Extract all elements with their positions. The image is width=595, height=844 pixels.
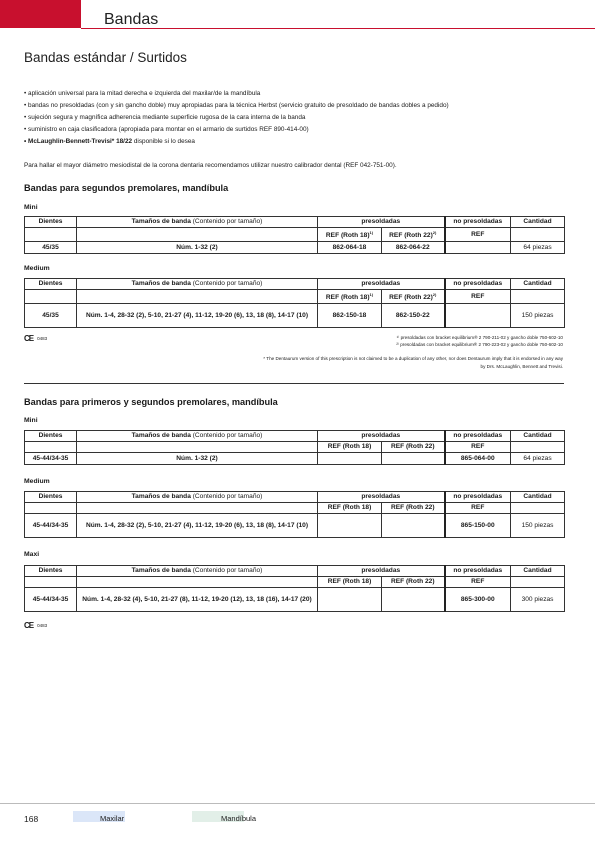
footer-rule	[0, 803, 595, 804]
col-ref: REF	[445, 577, 511, 588]
col-ref-roth22: REF (Roth 22)	[382, 442, 445, 453]
mbt-disclaimer: * The Dentaurum version of this prescription is not claimed to be a duplication of any other, nor does Dentaurum imply that it is endorsed in any way by Drs. McLaughlin, Bennett and Trevisi.	[263, 356, 563, 369]
empty-cell	[25, 290, 77, 304]
section-divider	[24, 383, 564, 384]
feature-item-mbt	[24, 136, 569, 148]
col-ref-roth22: REF (Roth 22)$^{2)}$	[382, 290, 445, 304]
cell-tamanos: Núm. 1-4, 28-32 (2), 5-10, 21-27 (4), 11-12, 19-20 (6), 13, 18 (8), 14-17 (10)	[77, 514, 318, 538]
col-tamanos	[77, 217, 318, 228]
col-ref-roth18: REF (Roth 18)$^{1)}$	[318, 290, 382, 304]
col-ref: REF	[445, 503, 511, 514]
empty-cell	[77, 503, 318, 514]
empty-cell	[77, 290, 318, 304]
feature-item: • aplicación universal para la mitad derecha e izquierda del maxilar/de la mandíbula	[24, 88, 569, 100]
cell-ref: 865-300-00	[445, 588, 511, 612]
col-no-presoldadas: no presoldadas	[445, 217, 511, 228]
col-contenido-label: (Contenido por tamaño)	[192, 218, 263, 225]
col-dientes: Dientes	[25, 431, 77, 442]
mbt-label: McLaughlin-Bennett-Trevisi* 18/22	[28, 138, 133, 145]
col-ref-roth18: REF (Roth 18)	[318, 503, 382, 514]
table-s1-mini	[24, 216, 565, 254]
size-label-mini: Mini	[24, 204, 38, 211]
empty-cell	[25, 503, 77, 514]
cell-roth22	[382, 588, 445, 612]
empty-cell	[511, 503, 565, 514]
cell-dientes: 45/35	[25, 304, 77, 328]
cell-tamanos: Núm. 1-32 (2)	[77, 242, 318, 254]
cell-dientes: 45-44/34-35	[25, 514, 77, 538]
col-dientes: Dientes	[25, 566, 77, 577]
cell-cantidad: 150 piezas	[511, 514, 565, 538]
table-row	[25, 304, 565, 328]
cell-dientes: 45-44/34-35	[25, 588, 77, 612]
col-ref-roth18: REF (Roth 18)	[318, 577, 382, 588]
col-presoldadas: presoldadas	[318, 492, 445, 503]
cell-roth18	[318, 588, 382, 612]
col-no-presoldadas: no presoldadas	[445, 279, 511, 290]
feature-list	[24, 88, 569, 148]
empty-cell	[511, 577, 565, 588]
calibrator-note: Para hallar el mayor diámetro mesiodistal de la corona dentaria recomendamos utilizar nuestro calibrador dental (REF 042-751-00).	[24, 162, 397, 169]
col-presoldadas: presoldadas	[318, 217, 445, 228]
page-number: 168	[24, 814, 39, 824]
cell-roth18: 862-064-18	[318, 242, 382, 254]
col-tamanos-label: Tamaños de banda	[131, 218, 191, 225]
col-ref-roth18: REF (Roth 18)	[318, 442, 382, 453]
col-presoldadas: presoldadas	[318, 431, 445, 442]
section-title-second-premolars: Bandas para segundos premolares, mandíbula	[24, 183, 229, 193]
cell-roth18	[318, 514, 382, 538]
footnote-1: ¹⁾ presoldadas con bracket equilibrium® 2 790-211-02 y gancho doble 750-602-10	[396, 335, 563, 340]
col-tamanos: Tamaños de banda (Contenido por tamaño)	[77, 279, 318, 290]
col-dientes: Dientes	[25, 217, 77, 228]
cell-ref: 865-064-00	[445, 453, 511, 465]
cell-tamanos: Núm. 1-4, 28-32 (2), 5-10, 21-27 (4), 11-12, 19-20 (6), 13, 18 (8), 14-17 (10)	[77, 304, 318, 328]
table-s2-maxi	[24, 565, 565, 612]
empty-cell	[25, 228, 77, 242]
empty-cell	[25, 442, 77, 453]
table-row	[25, 588, 565, 612]
cell-roth18	[318, 453, 382, 465]
col-ref: REF	[445, 442, 511, 453]
table-s1-medium	[24, 278, 565, 328]
size-label-maxi: Maxi	[24, 551, 40, 558]
col-ref-roth18: REF (Roth 18)$^{1)}$	[318, 228, 382, 242]
legend-label-maxilar: Maxilar	[100, 814, 125, 823]
cell-cantidad: 300 piezas	[511, 588, 565, 612]
empty-cell	[77, 577, 318, 588]
size-label-medium: Medium	[24, 265, 50, 272]
empty-cell	[25, 577, 77, 588]
col-ref-roth22: REF (Roth 22)	[382, 577, 445, 588]
cell-cantidad: 150 piezas	[511, 304, 565, 328]
col-cantidad: Cantidad	[511, 566, 565, 577]
col-tamanos: Tamaños de banda (Contenido por tamaño)	[77, 431, 318, 442]
cell-dientes: 45/35	[25, 242, 77, 254]
size-label-medium: Medium	[24, 478, 50, 485]
table-s2-mini	[24, 430, 565, 465]
feature-item: • suministro en caja clasificadora (apropiada para montar en el armario de surtidos REF 890-414-00)	[24, 124, 569, 136]
cell-ref	[445, 304, 511, 328]
col-cantidad: Cantidad	[511, 279, 565, 290]
col-no-presoldadas: no presoldadas	[445, 566, 511, 577]
cell-ref: 865-150-00	[445, 514, 511, 538]
section-subtitle: Bandas estándar / Surtidos	[24, 50, 187, 65]
col-presoldadas: presoldadas	[318, 566, 445, 577]
col-ref-roth22: REF (Roth 22)	[382, 503, 445, 514]
table-row	[25, 514, 565, 538]
cell-ref	[445, 242, 511, 254]
col-presoldadas: presoldadas	[318, 279, 445, 290]
section-title-first-second-premolars: Bandas para primeros y segundos premolares, mandíbula	[24, 397, 278, 407]
col-cantidad: Cantidad	[511, 217, 565, 228]
feature-item: • sujeción segura y magnífica adherencia mediante superficie rugosa de la cara interna de la banda	[24, 112, 569, 124]
col-cantidad: Cantidad	[511, 431, 565, 442]
col-ref: REF	[445, 290, 511, 304]
col-ref-roth22: REF (Roth 22)$^{2)}$	[382, 228, 445, 242]
col-tamanos: Tamaños de banda (Contenido por tamaño)	[77, 566, 318, 577]
cell-roth18: 862-150-18	[318, 304, 382, 328]
footnotes	[396, 334, 563, 348]
cell-cantidad: 64 piezas	[511, 453, 565, 465]
empty-cell	[511, 442, 565, 453]
table-row	[25, 453, 565, 465]
col-cantidad: Cantidad	[511, 492, 565, 503]
cell-dientes: 45-44/34-35	[25, 453, 77, 465]
cell-roth22	[382, 453, 445, 465]
header-red-block	[0, 0, 81, 28]
col-dientes: Dientes	[25, 279, 77, 290]
col-ref: REF	[445, 228, 511, 242]
table-s2-medium	[24, 491, 565, 538]
col-tamanos: Tamaños de banda (Contenido por tamaño)	[77, 492, 318, 503]
size-label-mini: Mini	[24, 417, 38, 424]
page-title: Bandas	[104, 11, 159, 28]
mbt-rest: disponible si lo desea	[132, 138, 195, 145]
cell-roth22	[382, 514, 445, 538]
empty-cell	[511, 290, 565, 304]
table-row	[25, 242, 565, 254]
cell-tamanos: Núm. 1-32 (2)	[77, 453, 318, 465]
cell-cantidad: 64 piezas	[511, 242, 565, 254]
empty-cell	[77, 442, 318, 453]
col-no-presoldadas: no presoldadas	[445, 431, 511, 442]
footnote-2: ²⁾ presoldadas con bracket equilibrium® 2 790-223-02 y gancho doble 750-602-10	[396, 342, 563, 347]
empty-cell	[77, 228, 318, 242]
ce-mark: CE 0483	[24, 334, 48, 343]
legend-label-mandibula: Mandíbula	[221, 814, 257, 823]
cell-roth22: 862-150-22	[382, 304, 445, 328]
feature-item: • bandas no presoldadas (con y sin gancho doble) muy apropiadas para la técnica Herbst (servicio gratuito de presoldado de bandas dobles a pedido)	[24, 100, 569, 112]
cell-roth22: 862-064-22	[382, 242, 445, 254]
col-no-presoldadas: no presoldadas	[445, 492, 511, 503]
empty-cell	[511, 228, 565, 242]
ce-mark: CE 0483	[24, 621, 48, 630]
col-dientes: Dientes	[25, 492, 77, 503]
cell-tamanos: Núm. 1-4, 28-32 (4), 5-10, 21-27 (8), 11-12, 19-20 (12), 13, 18 (16), 14-17 (20)	[77, 588, 318, 612]
